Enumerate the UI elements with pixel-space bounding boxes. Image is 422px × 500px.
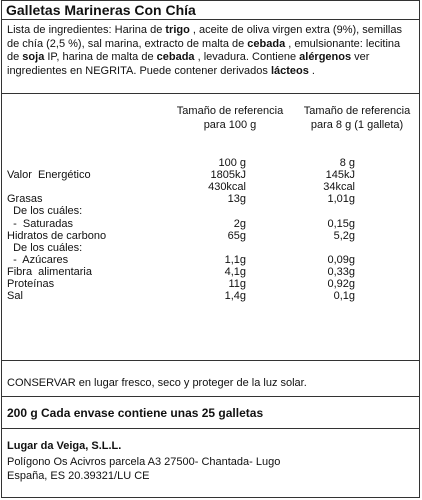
product-title: Galletas Marineras Con Chía (6, 2, 196, 18)
title-divider (1, 19, 419, 20)
value-per-100g: 1805kJ (210, 169, 246, 182)
value-per-100g: 65g (227, 229, 246, 242)
ingredient-text: . (308, 64, 315, 77)
ingredients-divider (1, 93, 419, 94)
nutrition-row (0, 278, 422, 291)
nutrition-row (0, 254, 422, 267)
company-name: Lugar da Veiga, S.L.L. (7, 440, 122, 452)
value-per-100g: 1,1g (224, 253, 246, 266)
ingredient-text: , levadura. Contiene (194, 51, 300, 64)
nutrient-label: De los cuáles: (7, 205, 83, 218)
value-per-100g: 2g (233, 217, 246, 230)
nutrition-row (0, 230, 422, 243)
allergen-text: cebada (156, 51, 195, 64)
nutrition-row (0, 218, 422, 231)
nutrition-row (0, 169, 422, 182)
allergen-text: trigo (165, 24, 190, 36)
ingredient-text: , aceite de oliva virgen extra (9%), semillas de chía (2,5 %), sal marina, extracto de malta de (7, 24, 402, 50)
table-divider (1, 360, 419, 361)
value-per-100g: 13g (227, 193, 246, 206)
nutrition-row (0, 157, 422, 170)
value-per-portion: 8 g (339, 157, 355, 169)
nutrient-label: Proteínas (7, 278, 55, 290)
ingredient-text: Lista de ingredientes: Harina de (7, 24, 166, 36)
nutrition-row (0, 290, 422, 303)
nutrient-label: Grasas (7, 193, 43, 206)
ingredient-text: IP, harina de malta de (44, 51, 157, 64)
nutrition-row (0, 193, 422, 206)
value-per-100g: 4,1g (224, 265, 246, 278)
storage-divider (1, 396, 419, 397)
value-per-100g: 11g (228, 278, 246, 290)
net-weight: 200 g Cada envase contiene unas 25 galletas (7, 406, 264, 420)
ingredient-text: , emulsionante: lecitina de (7, 37, 401, 64)
value-per-portion: 0,1g (333, 290, 355, 303)
value-per-portion: 0,92g (327, 278, 355, 290)
net-weight-divider (1, 428, 419, 429)
nutrient-label: - Saturadas (7, 217, 74, 230)
allergen-text: alérgenos (299, 51, 352, 64)
value-per-100g: 1,4g (224, 290, 246, 303)
value-per-portion: 0,15g (327, 217, 355, 230)
value-per-portion: 34kcal (323, 181, 355, 194)
nutrition-row (0, 242, 422, 255)
nutrient-label: - Azúcares (7, 253, 69, 266)
value-per-portion: 5,2g (333, 229, 355, 242)
column-header-100g (165, 104, 295, 132)
value-per-100g: 100 g (218, 157, 246, 169)
nutrient-label: Hidratos de carbono (7, 229, 107, 242)
allergen-text: cebada (247, 37, 286, 50)
allergen-text: soja (22, 51, 45, 64)
nutrient-label: Fibra alimentaria (7, 265, 92, 278)
ingredient-text: ver ingredientes en NEGRITA. Puede contener derivados (7, 51, 370, 77)
nutrient-label: De los cuáles: (7, 241, 83, 254)
column-header-portion (297, 104, 417, 132)
nutrient-label: Sal (7, 290, 23, 303)
allergen-text: lácteos (270, 64, 309, 77)
address-line-2: España, ES 20.39321/LU CE (7, 469, 150, 482)
column-header-100g-line2: para 100 g (203, 119, 257, 131)
value-per-portion: 0,09g (327, 253, 355, 266)
column-header-portion-line1: Tamaño de referencia (303, 105, 411, 117)
company-address (7, 456, 280, 483)
nutrition-row (0, 181, 422, 194)
value-per-portion: 145kJ (325, 169, 355, 182)
value-per-100g: 430kcal (208, 181, 246, 194)
storage-instructions: CONSERVAR en lugar fresco, seco y proteger de la luz solar. (7, 377, 307, 389)
value-per-portion: 1,01g (327, 193, 355, 206)
value-per-portion: 0,33g (327, 265, 355, 278)
ingredients-text (7, 24, 415, 78)
nutrition-row (0, 205, 422, 218)
nutrient-label: Valor Energético (7, 169, 91, 182)
column-header-portion-line2: para 8 g (1 galleta) (310, 119, 404, 131)
column-header-100g-line1: Tamaño de referencia (176, 105, 284, 117)
address-line-1: Polígono Os Acivros parcela A3 27500- Chantada- Lugo (7, 456, 281, 468)
nutrition-row (0, 266, 422, 279)
